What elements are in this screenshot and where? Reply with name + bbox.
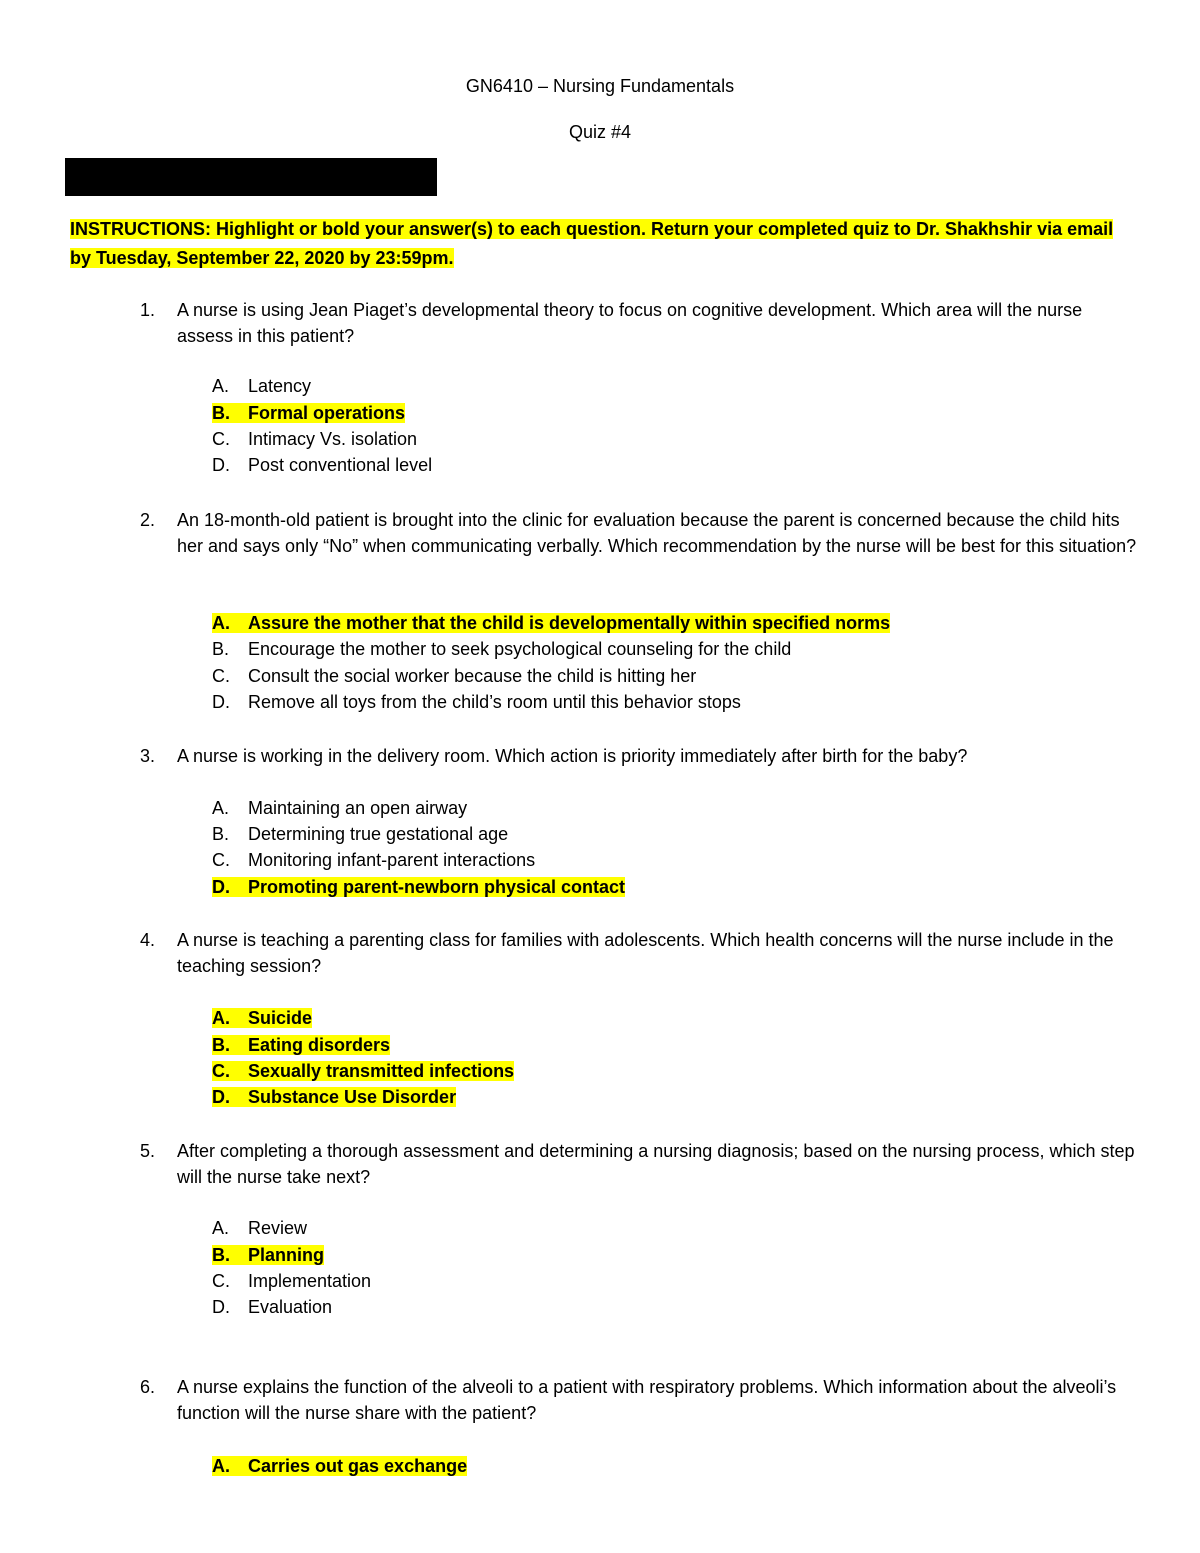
answer-option-5-a bbox=[212, 1215, 307, 1241]
answer-option-3-a bbox=[212, 795, 467, 821]
option-text: Remove all toys from the child’s room until this behavior stops bbox=[248, 692, 741, 712]
instructions-text bbox=[70, 215, 1120, 273]
answer-option-1-b bbox=[212, 400, 405, 426]
option-letter: B. bbox=[212, 639, 230, 659]
answer-highlight bbox=[212, 1035, 390, 1055]
option-text: Latency bbox=[248, 376, 312, 396]
document-title: GN6410 – Nursing Fundamentals bbox=[465, 76, 735, 96]
answer-plain bbox=[212, 1297, 332, 1317]
question-text: An 18-month-old patient is brought into the clinic for evaluation because the parent is concerned because the child hits her and says only “No” when communicating verbally. Which recommendation by the nurse will be best for this situation? bbox=[177, 510, 1137, 556]
option-text: Determining true gestational age bbox=[248, 824, 509, 844]
option-text: Substance Use Disorder bbox=[248, 1087, 457, 1107]
question-number: 2. bbox=[140, 510, 156, 530]
answer-option-3-d bbox=[212, 874, 625, 900]
option-letter: C. bbox=[212, 429, 230, 449]
question-number: 5. bbox=[140, 1141, 156, 1161]
option-letter: B. bbox=[212, 824, 230, 844]
option-letter: D. bbox=[212, 455, 230, 475]
answer-option-5-d bbox=[212, 1294, 332, 1320]
answer-option-4-a bbox=[212, 1005, 312, 1031]
option-text: Intimacy Vs. isolation bbox=[248, 429, 418, 449]
option-letter: A. bbox=[212, 1456, 230, 1476]
answer-option-2-b bbox=[212, 636, 791, 662]
option-letter: B. bbox=[212, 1035, 230, 1055]
question-text: After completing a thorough assessment and determining a nursing diagnosis; based on the nursing process, which step will the nurse take next? bbox=[177, 1141, 1135, 1187]
answer-plain bbox=[212, 850, 535, 870]
answer-plain bbox=[212, 798, 467, 818]
option-text: Evaluation bbox=[248, 1297, 333, 1317]
redacted-name-bar bbox=[65, 158, 437, 196]
answer-highlight bbox=[212, 403, 405, 423]
answer-plain bbox=[212, 639, 791, 659]
answer-option-4-b bbox=[212, 1032, 390, 1058]
option-letter: A. bbox=[212, 1008, 230, 1028]
option-letter: B. bbox=[212, 403, 230, 423]
answer-option-2-a bbox=[212, 610, 890, 636]
answer-option-3-c bbox=[212, 847, 535, 873]
question-number: 3. bbox=[140, 746, 156, 766]
option-letter: A. bbox=[212, 798, 230, 818]
option-text: Encourage the mother to seek psychological counseling for the child bbox=[248, 639, 792, 659]
answer-plain bbox=[212, 666, 696, 686]
answer-highlight bbox=[212, 1008, 312, 1028]
answer-plain bbox=[212, 1271, 371, 1291]
option-text: Promoting parent-newborn physical contact bbox=[248, 877, 626, 897]
option-text: Maintaining an open airway bbox=[248, 798, 468, 818]
answer-highlight bbox=[212, 1456, 467, 1476]
answer-plain bbox=[212, 824, 508, 844]
instructions-highlight: INSTRUCTIONS: Highlight or bold your answer(s) to each question. Return your completed quiz to Dr. Shakhshir via email by Tuesday, September 22, 2020 by 23:59pm. bbox=[70, 219, 1114, 268]
answer-option-3-b bbox=[212, 821, 508, 847]
answer-highlight bbox=[212, 1061, 514, 1081]
option-letter: A. bbox=[212, 376, 230, 396]
option-letter: D. bbox=[212, 692, 230, 712]
question-number: 6. bbox=[140, 1377, 156, 1397]
option-letter: D. bbox=[212, 1297, 230, 1317]
answer-plain bbox=[212, 1218, 307, 1238]
question-text: A nurse explains the function of the alveoli to a patient with respiratory problems. Which information about the alveoli’s function will the nurse share with the patient? bbox=[177, 1377, 1117, 1423]
answer-option-5-c bbox=[212, 1268, 371, 1294]
answer-plain bbox=[212, 429, 417, 449]
option-letter: C. bbox=[212, 666, 230, 686]
answer-option-2-d bbox=[212, 689, 741, 715]
option-text: Assure the mother that the child is developmentally within specified norms bbox=[248, 613, 891, 633]
answer-plain bbox=[212, 692, 741, 712]
answer-plain bbox=[212, 455, 432, 475]
option-letter: D. bbox=[212, 877, 230, 897]
option-text: Formal operations bbox=[248, 403, 406, 423]
answer-option-2-c bbox=[212, 663, 696, 689]
answer-highlight bbox=[212, 1087, 456, 1107]
option-text: Suicide bbox=[248, 1008, 313, 1028]
option-text: Review bbox=[248, 1218, 308, 1238]
option-letter: A. bbox=[212, 613, 230, 633]
answer-option-1-a bbox=[212, 373, 311, 399]
option-letter: C. bbox=[212, 850, 230, 870]
option-text: Eating disorders bbox=[248, 1035, 391, 1055]
option-letter: A. bbox=[212, 1218, 230, 1238]
answer-option-6-a bbox=[212, 1453, 467, 1479]
option-text: Implementation bbox=[248, 1271, 372, 1291]
answer-plain bbox=[212, 376, 311, 396]
question-number: 4. bbox=[140, 930, 156, 950]
answer-option-1-c bbox=[212, 426, 417, 452]
option-text: Post conventional level bbox=[248, 455, 433, 475]
option-text: Monitoring infant-parent interactions bbox=[248, 850, 536, 870]
option-letter: C. bbox=[212, 1061, 230, 1081]
question-number: 1. bbox=[140, 300, 156, 320]
option-letter: B. bbox=[212, 1245, 230, 1265]
option-text: Planning bbox=[248, 1245, 324, 1265]
answer-option-5-b bbox=[212, 1242, 324, 1268]
question-text: A nurse is working in the delivery room. Which action is priority immediately after birth for the baby? bbox=[177, 746, 968, 766]
option-text: Consult the social worker because the child is hitting her bbox=[248, 666, 697, 686]
answer-option-4-d bbox=[212, 1084, 456, 1110]
option-letter: D. bbox=[212, 1087, 230, 1107]
option-text: Carries out gas exchange bbox=[248, 1456, 468, 1476]
quiz-number: Quiz #4 bbox=[568, 122, 632, 142]
answer-option-1-d bbox=[212, 452, 432, 478]
option-letter: C. bbox=[212, 1271, 230, 1291]
answer-highlight bbox=[212, 613, 890, 633]
answer-highlight bbox=[212, 877, 625, 897]
question-text: A nurse is teaching a parenting class for families with adolescents. Which health concerns will the nurse include in the teaching session? bbox=[177, 930, 1114, 976]
answer-highlight bbox=[212, 1245, 324, 1265]
answer-option-4-c bbox=[212, 1058, 514, 1084]
option-text: Sexually transmitted infections bbox=[248, 1061, 515, 1081]
question-text: A nurse is using Jean Piaget’s developmental theory to focus on cognitive development. Which area will the nurse assess in this patient? bbox=[177, 300, 1083, 346]
